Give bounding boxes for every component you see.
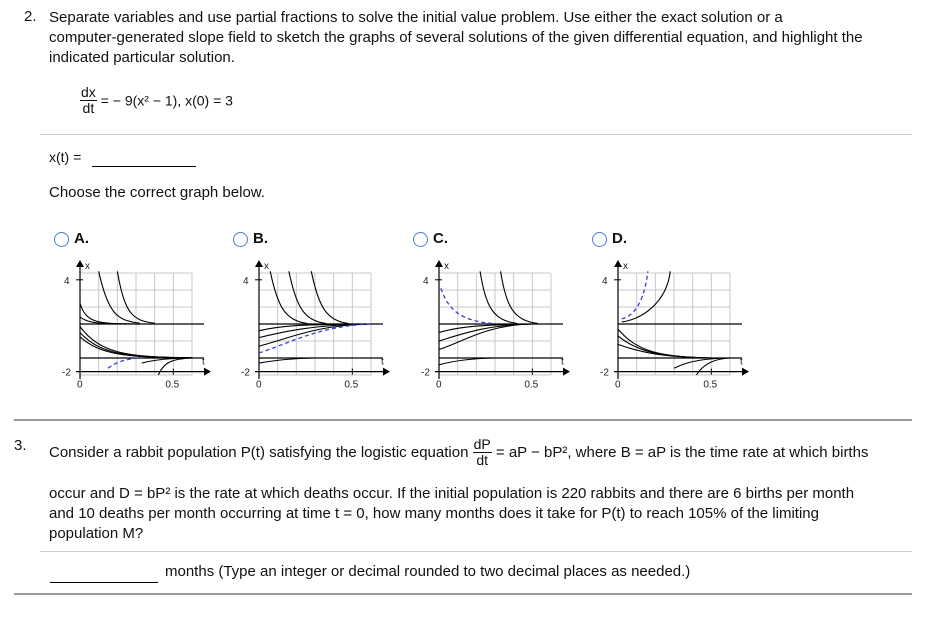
y-axis-arrow <box>255 260 263 267</box>
x-axis-label: t <box>202 356 205 368</box>
x-tick-label: 0.5 <box>703 379 718 391</box>
solution-curve <box>311 271 348 323</box>
x-axis-label: t <box>381 356 384 368</box>
y-tick-label-bottom: -2 <box>600 367 609 379</box>
answer-label: x(t) = <box>49 149 82 165</box>
graph-d[interactable] <box>590 255 760 405</box>
y-tick-label-top: 4 <box>64 275 70 287</box>
y-tick-label-top: 4 <box>243 275 249 287</box>
solution-curve <box>158 358 192 375</box>
solution-curve <box>618 344 711 358</box>
problem-3-line-2: occur and D = bP² is the rate at which deaths occur. If the initial population is 220 rabbits and there are 6 births per month <box>49 485 855 502</box>
x-axis-arrow <box>563 368 570 376</box>
solution-curve <box>618 329 711 358</box>
solution-curve <box>289 271 326 323</box>
y-tick-label-top: 4 <box>423 275 429 287</box>
answer-input-x[interactable] <box>92 166 196 167</box>
solution-curve <box>439 324 532 341</box>
problem-3-text <box>49 484 909 544</box>
x-origin-label: 0 <box>615 379 621 391</box>
problem-3-text-after: = aP − bP², where B = aP is the time rate at which births <box>495 444 869 461</box>
graph-a[interactable] <box>52 255 222 405</box>
fraction-denominator: dt <box>82 100 95 116</box>
divider <box>40 134 912 135</box>
derivative-fraction <box>80 85 97 116</box>
solution-curve <box>270 271 307 323</box>
y-axis-arrow <box>614 260 622 267</box>
x-axis-label: t <box>740 356 743 368</box>
problem-3-line-3: and 10 deaths per month occurring at time t = 0, how many months does it take for P(t) to reach 105% of the limiting <box>49 505 819 522</box>
y-axis-label: x <box>85 261 90 272</box>
x-tick-label: 0.5 <box>524 379 539 391</box>
solution-curve <box>259 358 315 363</box>
problem-2-line-3: indicated particular solution. <box>49 49 235 66</box>
x-axis-arrow <box>204 368 211 376</box>
bottom-divider <box>14 593 912 595</box>
y-axis-label: x <box>444 261 449 272</box>
highlighted-solution <box>441 288 495 323</box>
answer-input-months[interactable] <box>50 582 158 583</box>
problem-2-line-1: Separate variables and use partial fractions to solve the initial value problem. Use either the exact solution or a <box>49 9 783 26</box>
option-b-label[interactable]: B. <box>253 230 268 247</box>
problem-3-number: 3. <box>14 437 27 454</box>
divider-2 <box>40 551 912 552</box>
problem-2-line-2: computer-generated slope field to sketch the graphs of several solutions of the given differential equation, and highlight the <box>49 29 863 46</box>
logistic-fraction <box>473 437 492 468</box>
option-d-label[interactable]: D. <box>612 230 627 247</box>
option-a-radio[interactable] <box>54 232 69 247</box>
x-origin-label: 0 <box>256 379 262 391</box>
x-tick-label: 0.5 <box>165 379 180 391</box>
problem-2-number: 2. <box>24 8 37 25</box>
option-b-radio[interactable] <box>233 232 248 247</box>
solution-curve <box>480 271 517 323</box>
option-d-radio[interactable] <box>592 232 607 247</box>
answer-suffix: months (Type an integer or decimal rounded to two decimal places as needed.) <box>165 563 691 580</box>
problem-3-text-before: Consider a rabbit population P(t) satisfying the logistic equation <box>49 444 469 461</box>
y-axis-arrow <box>435 260 443 267</box>
y-tick-label-bottom: -2 <box>62 367 71 379</box>
fraction-numerator: dx <box>81 84 96 100</box>
y-axis-label: x <box>264 261 269 272</box>
problem-2-text <box>49 8 909 68</box>
choose-text: Choose the correct graph below. <box>49 184 265 201</box>
logistic-numerator: dP <box>473 436 491 452</box>
x-axis-label: t <box>561 356 564 368</box>
highlighted-solution <box>622 271 648 319</box>
graph-b[interactable] <box>231 255 401 405</box>
equation-rhs: = − 9(x² − 1), x(0) = 3 <box>100 92 233 109</box>
section-divider <box>14 419 912 421</box>
x-tick-label: 0.5 <box>344 379 359 391</box>
graph-c[interactable] <box>411 255 581 405</box>
solution-curve <box>622 271 671 322</box>
option-a-label[interactable]: A. <box>74 230 89 247</box>
x-origin-label: 0 <box>436 379 442 391</box>
option-c-label[interactable]: C. <box>433 230 448 247</box>
x-axis-arrow <box>742 368 749 376</box>
problem-2-equation <box>80 85 233 116</box>
y-tick-label-bottom: -2 <box>241 367 250 379</box>
problem-3-line-1 <box>49 437 868 468</box>
y-tick-label-bottom: -2 <box>421 367 430 379</box>
y-axis-label: x <box>623 261 628 272</box>
y-tick-label-top: 4 <box>602 275 608 287</box>
x-axis-arrow <box>383 368 390 376</box>
x-origin-label: 0 <box>77 379 83 391</box>
problem-3-line-4: population M? <box>49 525 144 542</box>
solution-curve <box>439 358 495 365</box>
logistic-denominator: dt <box>476 452 488 468</box>
option-c-radio[interactable] <box>413 232 428 247</box>
y-axis-arrow <box>76 260 84 267</box>
highlighted-solution <box>108 358 140 368</box>
